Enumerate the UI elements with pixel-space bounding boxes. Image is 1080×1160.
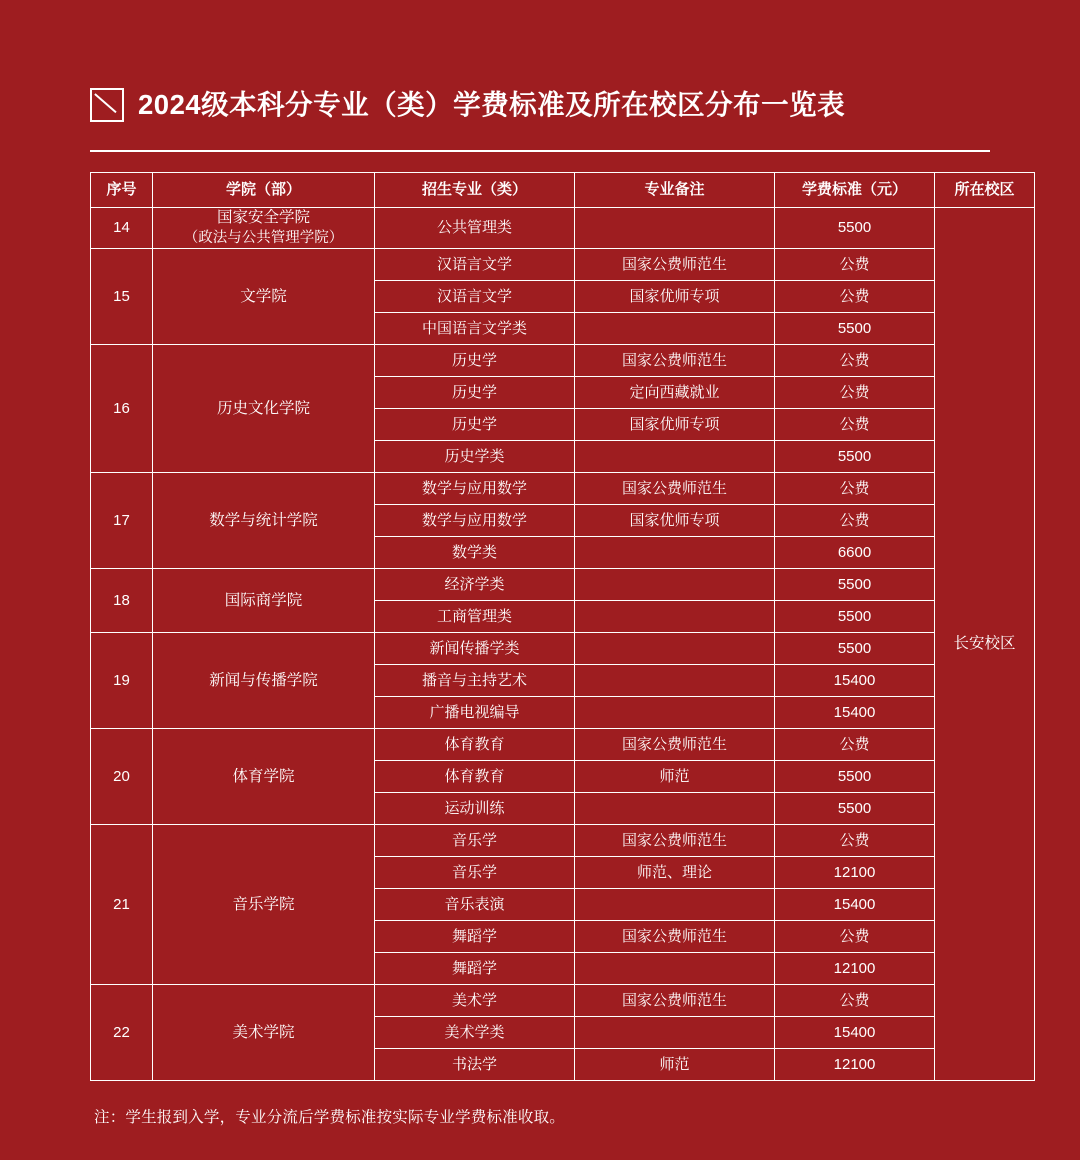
- cell-major: 公共管理类: [375, 208, 575, 249]
- cell-major: 体育教育: [375, 761, 575, 793]
- cell-note: 国家公费师范生: [575, 345, 775, 377]
- cell-fee: 15400: [775, 1017, 935, 1049]
- cell-note: [575, 441, 775, 473]
- cell-major: 舞蹈学: [375, 953, 575, 985]
- cell-major: 新闻传播学类: [375, 633, 575, 665]
- column-header-campus: 所在校区: [935, 173, 1035, 208]
- table-header-row: [91, 173, 1035, 208]
- cell-fee: 12100: [775, 953, 935, 985]
- column-header-index: 序号: [91, 173, 153, 208]
- table-body: [91, 208, 1035, 1081]
- cell-department: 国家安全学院 （政法与公共管理学院）: [153, 208, 375, 249]
- cell-major: 音乐学: [375, 857, 575, 889]
- cell-fee: 公费: [775, 409, 935, 441]
- cell-note: [575, 569, 775, 601]
- cell-major: 数学类: [375, 537, 575, 569]
- page-title: 2024级本科分专业（类）学费标准及所在校区分布一览表: [138, 89, 846, 121]
- cell-department: 新闻与传播学院: [153, 633, 375, 729]
- cell-major: 音乐表演: [375, 889, 575, 921]
- cell-index: 15: [91, 249, 153, 345]
- cell-department: 音乐学院: [153, 825, 375, 985]
- cell-fee: 12100: [775, 857, 935, 889]
- cell-fee: 6600: [775, 537, 935, 569]
- cell-note: 国家优师专项: [575, 281, 775, 313]
- cell-index: 22: [91, 985, 153, 1081]
- cell-major: 体育教育: [375, 729, 575, 761]
- cell-fee: 5500: [775, 633, 935, 665]
- column-header-department: 学院（部）: [153, 173, 375, 208]
- document-header: [90, 0, 990, 136]
- table-row: [91, 345, 1035, 377]
- cell-major: 播音与主持艺术: [375, 665, 575, 697]
- cell-fee: 5500: [775, 793, 935, 825]
- cell-fee: 5500: [775, 313, 935, 345]
- cell-index: 17: [91, 473, 153, 569]
- tuition-fee-table: [90, 172, 1035, 1081]
- cell-note: 定向西藏就业: [575, 377, 775, 409]
- table-row: [91, 473, 1035, 505]
- cell-note: 国家优师专项: [575, 505, 775, 537]
- cell-department: 体育学院: [153, 729, 375, 825]
- cell-note: 国家公费师范生: [575, 825, 775, 857]
- cell-note: 师范: [575, 1049, 775, 1081]
- cell-note: [575, 537, 775, 569]
- cell-fee: 12100: [775, 1049, 935, 1081]
- cell-fee: 5500: [775, 601, 935, 633]
- cell-major: 书法学: [375, 1049, 575, 1081]
- cell-major: 历史学: [375, 409, 575, 441]
- cell-fee: 15400: [775, 665, 935, 697]
- cell-note: [575, 1017, 775, 1049]
- cell-department: 数学与统计学院: [153, 473, 375, 569]
- cell-index: 19: [91, 633, 153, 729]
- table-row: [91, 569, 1035, 601]
- cell-fee: 5500: [775, 208, 935, 249]
- table-row: [91, 825, 1035, 857]
- cell-note: 国家优师专项: [575, 409, 775, 441]
- cell-major: 运动训练: [375, 793, 575, 825]
- cell-note: [575, 953, 775, 985]
- table-row: [91, 985, 1035, 1017]
- cell-major: 历史学: [375, 377, 575, 409]
- cell-note: 国家公费师范生: [575, 473, 775, 505]
- cell-fee: 5500: [775, 569, 935, 601]
- cell-note: 国家公费师范生: [575, 921, 775, 953]
- footnote: 注：学生报到入学，专业分流后学费标准按实际专业学费标准收取。: [94, 1109, 566, 1127]
- column-header-major: 招生专业（类）: [375, 173, 575, 208]
- table-row: [91, 208, 1035, 249]
- cell-fee: 公费: [775, 345, 935, 377]
- cell-campus: 长安校区: [935, 208, 1035, 1081]
- cell-department: 历史文化学院: [153, 345, 375, 473]
- cell-note: 国家公费师范生: [575, 729, 775, 761]
- cell-fee: 公费: [775, 985, 935, 1017]
- cell-index: 16: [91, 345, 153, 473]
- cell-note: [575, 601, 775, 633]
- cell-note: [575, 665, 775, 697]
- cell-fee: 15400: [775, 889, 935, 921]
- cell-major: 广播电视编导: [375, 697, 575, 729]
- cell-note: 师范: [575, 761, 775, 793]
- column-header-note: 专业备注: [575, 173, 775, 208]
- cell-note: 国家公费师范生: [575, 985, 775, 1017]
- cell-fee: 公费: [775, 505, 935, 537]
- cell-fee: 公费: [775, 729, 935, 761]
- cell-fee: 公费: [775, 377, 935, 409]
- cell-major: 汉语言文学: [375, 281, 575, 313]
- cell-major: 中国语言文学类: [375, 313, 575, 345]
- cell-major: 数学与应用数学: [375, 505, 575, 537]
- cell-note: 国家公费师范生: [575, 249, 775, 281]
- cell-major: 音乐学: [375, 825, 575, 857]
- title-divider: [90, 150, 990, 152]
- cell-major: 汉语言文学: [375, 249, 575, 281]
- cell-major: 美术学: [375, 985, 575, 1017]
- cell-note: [575, 633, 775, 665]
- cell-department: 国际商学院: [153, 569, 375, 633]
- cell-index: 18: [91, 569, 153, 633]
- cell-major: 数学与应用数学: [375, 473, 575, 505]
- column-header-fee: 学费标准（元）: [775, 173, 935, 208]
- cell-note: 师范、理论: [575, 857, 775, 889]
- cell-index: 20: [91, 729, 153, 825]
- cell-index: 21: [91, 825, 153, 985]
- cell-fee: 公费: [775, 281, 935, 313]
- cell-note: [575, 793, 775, 825]
- cell-department: 美术学院: [153, 985, 375, 1081]
- cell-fee: 公费: [775, 921, 935, 953]
- table-row: [91, 729, 1035, 761]
- cell-fee: 公费: [775, 473, 935, 505]
- cell-major: 工商管理类: [375, 601, 575, 633]
- cell-note: [575, 697, 775, 729]
- diagonal-square-icon: [90, 88, 124, 122]
- cell-fee: 5500: [775, 441, 935, 473]
- cell-fee: 5500: [775, 761, 935, 793]
- cell-fee: 15400: [775, 697, 935, 729]
- cell-major: 历史学类: [375, 441, 575, 473]
- cell-major: 舞蹈学: [375, 921, 575, 953]
- table-row: [91, 633, 1035, 665]
- table-row: [91, 249, 1035, 281]
- cell-fee: 公费: [775, 825, 935, 857]
- cell-major: 历史学: [375, 345, 575, 377]
- cell-note: [575, 889, 775, 921]
- cell-note: [575, 208, 775, 249]
- cell-major: 美术学类: [375, 1017, 575, 1049]
- cell-major: 经济学类: [375, 569, 575, 601]
- cell-note: [575, 313, 775, 345]
- table-header: [91, 173, 1035, 208]
- cell-fee: 公费: [775, 249, 935, 281]
- cell-index: 14: [91, 208, 153, 249]
- cell-department: 文学院: [153, 249, 375, 345]
